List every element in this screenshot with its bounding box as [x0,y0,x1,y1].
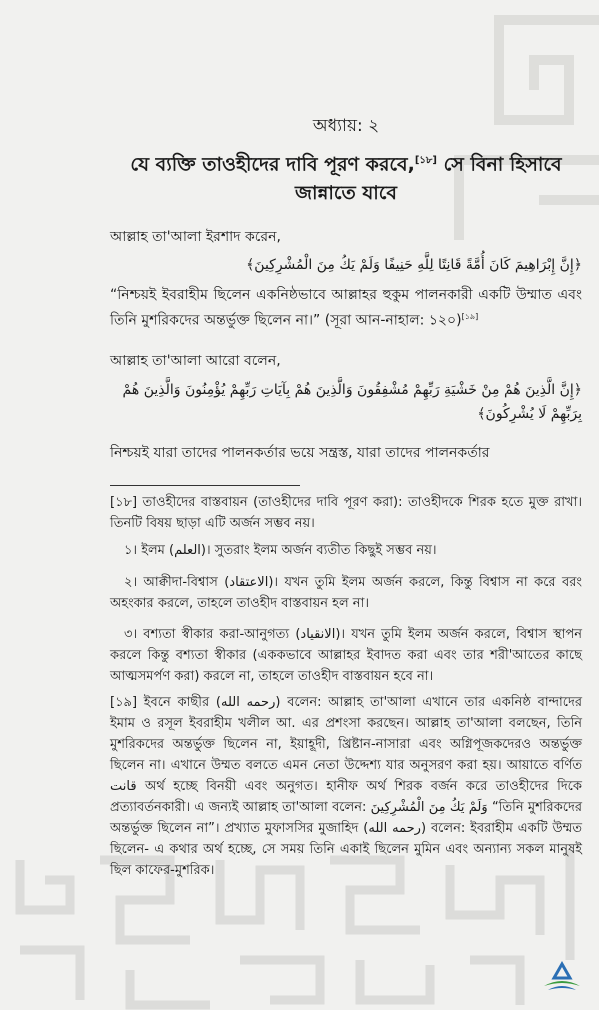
publisher-logo [540,958,584,994]
title-rest: সে বিনা হিসাবে জান্নাতে যাবে [294,153,562,205]
intro-2: আল্লাহ তা'আলা আরো বলেন, [110,353,281,369]
title-footnote-ref: [১৮] [414,155,437,166]
footnote-19: [১৯] ইবনে কাছীর (رحمه الله) বলেন: আল্লাহ তা'আলা এখানে তার একনিষ্ঠ বান্দাদের ইমাম ও রসূল ইবরাহীম খলীল আ. এর প্রশংসা করছেন। আল্লাহ তা'আলা বলছেন, তিনি মুশরিকদের অন্তর্ভুক্ত ছিলেন না, ইয়াহূদী, খ্রিষ্টান-নাসারা এবং অগ্নিপূজকদেরও অন্তর্ভুক্ত ছিলেন না। এখানে উম্মত বলতে এমন নেতা উদ্দেশ্য যার অনুসরণ করা হয়। আয়াতে বর্ণিত قانت অর্থ হচ্ছে বিনয়ী এবং অনুগত। হানীফ অর্থ শিরক বর্জন করে তাওহীদের দিকে প্রত্যাবর্তনকারী। এ জন্যই আল্লাহ তা'আলা বলেন: وَلَمْ يَكُ مِنَ الْمُشْرِكِينَ “তিনি মুশরিকদের অন্তর্ভুক্ত ছিলেন না”। প্রখ্যাত মুফাসসির মুজাহিদ (رحمه الله) বলেন: ইবরাহীম একটি উম্মত ছিলেন- এ কথার অর্থ হচ্ছে, সে সময় তিনি একাই ছিলেন মুমিন এবং অন্যান্য সকল মানুষই ছিল কাফের-মুশরিক। [110,695,583,878]
ayah-2: ﴿إِنَّ الَّذِينَ هُمْ مِنْ خَشْيَةِ رَبِّهِمْ مُشْفِقُونَ وَالَّذِينَ هُمْ بِآيَاتِ رَبِّهِمْ يُؤْمِنُونَ وَالَّذِينَ هُمْ بِرَبِّهِمْ لَا يُشْرِكُونَ﴾ [122,382,582,422]
footnote-divider [110,485,300,486]
footnote-18-item-3: ৩। বশ্যতা স্বীকার করা-আনুগত্য (الانقياد)। যখন তুমি ইলম অর্জন করলে, বিশ্বাস স্থাপন করলে কিন্তু বশ্যতা স্বীকার (এককভাবে আল্লাহর ইবাদত করা এবং তার শরী'আতের কাছে আত্মসমর্পণ করা) করলে না, তাহলে তাওহীদ বাস্তবায়ন হবে না। [110,627,583,684]
translation-1 [110,284,582,332]
intro-1: আল্লাহ তা'আলা ইরশাদ করেন, [110,229,281,245]
title-text: যে ব্যক্তি তাওহীদের দাবি পূরণ করবে, [130,153,415,176]
translation-1-ref: [১৯] [461,312,479,321]
translation-2: নিশ্চয়ই যারা তাদের পালনকর্তার ভয়ে সন্ত্রস্ত, যারা তাদের পালনকর্তার [110,445,490,461]
ayah-1: ﴿إِنَّ إِبْرَاهِيمَ كَانَ أُمَّةً قَانِتًا لِلَّهِ حَنِيفًا وَلَمْ يَكُ مِنَ الْمُشْرِكِينَ﴾ [246,257,582,273]
footnote-18-item-1: ১। ইলম (العلم)। সুতরাং ইলম অর্জন ব্যতীত কিছুই সম্ভব নয়। [124,543,437,558]
chapter-heading: অধ্যায়: ২ [312,116,380,136]
translation-1-text: “নিশ্চয়ই ইবরাহীম ছিলেন একনিষ্ঠভাবে আল্লাহর হুকুম পালনকারী একটি উম্মাত এবং তিনি মুশরিকদের অন্তর্ভুক্ত ছিলেন না।” (সূরা আন-নাহাল: ১২০) [110,287,582,329]
footnote-18: [১৮] তাওহীদের বাস্তবায়ন (তাওহীদের দাবি পূরণ করা): তাওহীদকে শিরক হতে মুক্ত রাখা। তিনটি বিষয় ছাড়া এটি অর্জন সম্ভব নয়। [110,495,582,531]
chapter-title [110,146,582,208]
footnote-18-item-2: ২। আক্বীদা-বিশ্বাস (الاعتقاد)। যখন তুমি ইলম অর্জন করলে, কিন্তু বিশ্বাস না করে বরং অহংকার করলে, তাহলে তাওহীদ বাস্তবায়ন হল না। [110,575,582,611]
